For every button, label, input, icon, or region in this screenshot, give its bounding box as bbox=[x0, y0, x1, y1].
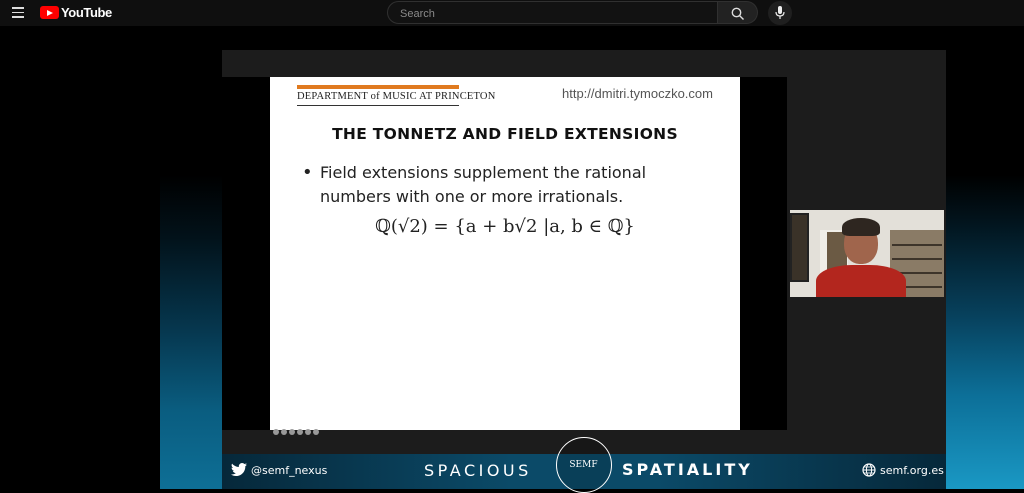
brand-word-right: SPATIALITY bbox=[622, 460, 753, 479]
search-input[interactable] bbox=[398, 6, 702, 22]
slide-control-icon[interactable] bbox=[305, 429, 311, 435]
wall-picture bbox=[790, 213, 809, 282]
semf-logo bbox=[556, 437, 612, 493]
youtube-logo-text[interactable]: YouTube bbox=[61, 5, 112, 20]
website-label: semf.org.es bbox=[880, 464, 944, 477]
microphone-icon bbox=[775, 6, 785, 20]
slide-controls[interactable] bbox=[273, 420, 321, 428]
presentation-slide bbox=[270, 77, 740, 430]
hamburger-menu-icon[interactable] bbox=[12, 7, 24, 19]
background-glow-left bbox=[160, 175, 225, 489]
slide-title: THE TONNETZ AND FIELD EXTENSIONS bbox=[332, 125, 678, 143]
slide-url: http://dmitri.tymoczko.com bbox=[562, 86, 713, 101]
slide-control-icon[interactable] bbox=[281, 429, 287, 435]
twitter-handle: @semf_nexus bbox=[251, 464, 328, 477]
department-label: DEPARTMENT of MUSIC AT PRINCETON bbox=[297, 91, 496, 102]
search-box[interactable] bbox=[387, 1, 718, 24]
department-underline bbox=[297, 105, 459, 106]
search-button[interactable] bbox=[718, 1, 758, 24]
bullet-icon: • bbox=[302, 162, 313, 183]
brand-word-left: SPACIOUS bbox=[424, 461, 532, 480]
slide-formula: ℚ(√2) = {a + b√2 |a, b ∈ ℚ} bbox=[375, 216, 635, 237]
speaker-body bbox=[816, 265, 906, 297]
slide-control-icon[interactable] bbox=[313, 429, 319, 435]
twitter-icon bbox=[231, 463, 247, 476]
department-accent-bar bbox=[297, 85, 459, 89]
search-icon bbox=[731, 7, 745, 21]
slide-bullet: Field extensions supplement the rational numbers with one or more irrationals. bbox=[320, 163, 647, 206]
voice-search-button[interactable] bbox=[768, 1, 792, 25]
slide-control-icon[interactable] bbox=[273, 429, 279, 435]
youtube-header bbox=[0, 0, 1024, 26]
slide-control-icon[interactable] bbox=[289, 429, 295, 435]
background-glow-right bbox=[945, 175, 1024, 489]
slide-control-icon[interactable] bbox=[297, 429, 303, 435]
speaker-webcam bbox=[790, 210, 944, 297]
youtube-logo-icon[interactable] bbox=[40, 6, 59, 19]
globe-icon bbox=[862, 463, 876, 477]
speaker-hair bbox=[842, 218, 880, 236]
semf-logo-text: SEMF bbox=[569, 460, 598, 470]
